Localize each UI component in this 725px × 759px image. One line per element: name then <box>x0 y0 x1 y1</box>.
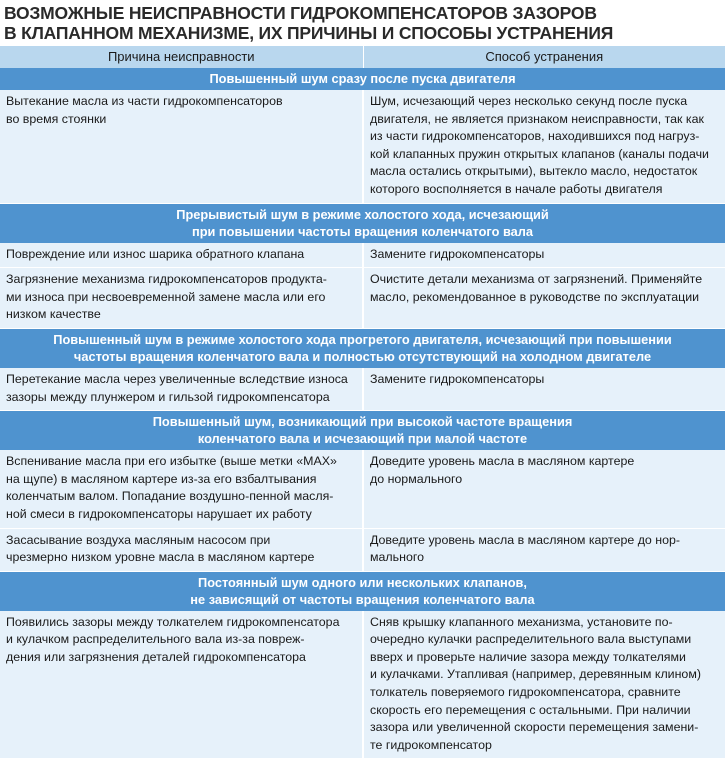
remedy-cell: Очистите детали механизма от загрязнений. Применяйте масло, рекомендованное в руководстве по эксплуатации <box>363 268 725 329</box>
cause-cell: Повреждение или износ шарика обратного клапана <box>0 243 363 268</box>
section-heading-row <box>0 68 725 90</box>
remedy-cell: Замените гидрокомпенсаторы <box>363 368 725 411</box>
table-row <box>0 90 725 203</box>
column-header-cause: Причина неисправности <box>0 46 363 68</box>
section-heading: Повышенный шум в режиме холостого хода прогретого двигателя, исчезающий при повышении частоты вращения коленчатого вала и полностью отсутствующий на холодном двигателе <box>0 328 725 368</box>
cause-cell: Засасывание воздуха масляным насосом при чрезмерно низком уровне масла в масляном картере <box>0 528 363 571</box>
remedy-cell: Доведите уровень масла в масляном картере до нор- мального <box>363 528 725 571</box>
table-header-row <box>0 46 725 68</box>
faults-table <box>0 46 725 759</box>
section-heading-row <box>0 328 725 368</box>
remedy-cell: Сняв крышку клапанного механизма, установите по- очередно кулачки распределительного вала выступами вверх и проверьте наличие зазора между толкателями и кулачками. Утапливая (например, деревянным клином) толкатель поверяемого гидрокомпенсатора, сравните скорость его перемещения с остальными. При наличии зазора или увеличенной скорости перемещения замени- те гидрокомпенсатор <box>363 611 725 759</box>
remedy-cell: Шум, исчезающий через несколько секунд после пуска двигателя, не является признаком неисправности, так как из части гидрокомпенсаторов, находившихся под нагруз- кой клапанных пружин открытых клапанов (каналы подачи масла остались открытыми), вытекло масло, недостаток которого восполняется в начале работы двигателя <box>363 90 725 203</box>
remedy-cell: Замените гидрокомпенсаторы <box>363 243 725 268</box>
section-heading-row <box>0 571 725 611</box>
table-row <box>0 450 725 528</box>
section-heading-row <box>0 411 725 451</box>
table-row <box>0 243 725 268</box>
table-row <box>0 528 725 571</box>
table-row <box>0 268 725 329</box>
cause-cell: Загрязнение механизма гидрокомпенсаторов продукта- ми износа при несвоевременной замене масла или его низком качестве <box>0 268 363 329</box>
cause-cell: Появились зазоры между толкателем гидрокомпенсатора и кулачком распределительного вала из-за повреж- дения или загрязнения деталей гидрокомпенсатора <box>0 611 363 759</box>
cause-cell: Перетекание масла через увеличенные вследствие износа зазоры между плунжером и гильзой гидрокомпенсатора <box>0 368 363 411</box>
cause-cell: Вспенивание масла при его избытке (выше метки «MAX» на щупе) в масляном картере из-за его взбалтывания коленчатым валом. Попадание воздушно-пенной масля- ной смеси в гидрокомпенсаторы нарушает их работу <box>0 450 363 528</box>
remedy-cell: Доведите уровень масла в масляном картере до нормального <box>363 450 725 528</box>
document-title: ВОЗМОЖНЫЕ НЕИСПРАВНОСТИ ГИДРОКОМПЕНСАТОРОВ ЗАЗОРОВ В КЛАПАННОМ МЕХАНИЗМЕ, ИХ ПРИЧИНЫ И СПОСОБЫ УСТРАНЕНИЯ <box>4 3 614 43</box>
section-heading-row <box>0 203 725 243</box>
section-heading: Постоянный шум одного или нескольких клапанов, не зависящий от частоты вращения коленчатого вала <box>0 571 725 611</box>
section-heading: Прерывистый шум в режиме холостого хода, исчезающий при повышении частоты вращения коленчатого вала <box>0 203 725 243</box>
cause-cell: Вытекание масла из части гидрокомпенсаторов во время стоянки <box>0 90 363 203</box>
section-heading: Повышенный шум, возникающий при высокой частоте вращения коленчатого вала и исчезающий при малой частоте <box>0 411 725 451</box>
table-row <box>0 368 725 411</box>
column-header-remedy: Способ устранения <box>363 46 725 68</box>
section-heading: Повышенный шум сразу после пуска двигателя <box>0 68 725 90</box>
table-row <box>0 611 725 759</box>
